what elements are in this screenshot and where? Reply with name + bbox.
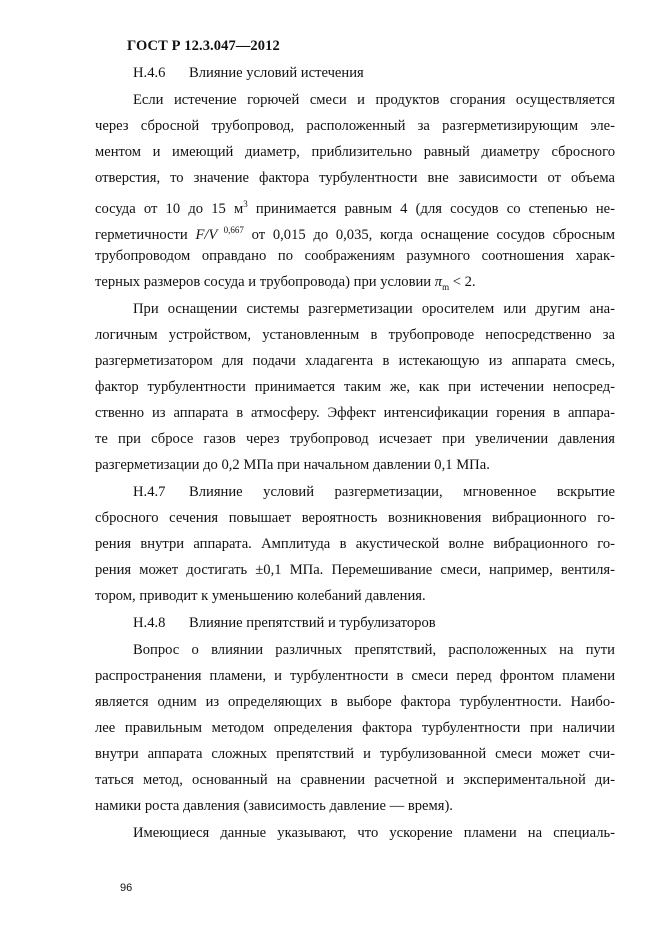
paragraph-line: ственно из аппарата в атмосферу. Эффект интенсификации горения в аппара- bbox=[95, 405, 615, 421]
document-header: ГОСТ Р 12.3.047—2012 bbox=[127, 38, 280, 54]
text-span: от 0,015 до 0,035, когда оснащение сосудов сбросным bbox=[243, 226, 616, 243]
paragraph-line: ментом и имеющий диаметр, приблизительно равный диаметру сбросного bbox=[95, 144, 615, 160]
paragraph-line: трубопроводом оправдано по соображениям разумного соотношения харак- bbox=[95, 248, 615, 264]
superscript: 0,667 bbox=[217, 225, 244, 235]
paragraph-line: Если истечение горючей смеси и продуктов сгорания осуществляется bbox=[133, 92, 615, 108]
text-span: Влияние условий разгерметизации, мгновенное вскрытие bbox=[189, 484, 615, 500]
paragraph-line: через сбросной трубопровод, расположенный за разгерметизирующим эле- bbox=[95, 118, 615, 134]
paragraph-line bbox=[95, 195, 615, 218]
paragraph-line: разгерметизатором для подачи хладагента в истекающую из аппарата смесь, bbox=[95, 353, 615, 369]
formula-fv: F/V bbox=[195, 226, 218, 243]
text-span: герметичности bbox=[95, 226, 196, 243]
text-span: принимается равным 4 (для сосудов со степенью не- bbox=[247, 200, 615, 217]
paragraph-line: те при сбросе газов через трубопровод исчезает при увеличении давления bbox=[95, 431, 615, 447]
section-title: Влияние препятствий и турбулизаторов bbox=[189, 615, 436, 631]
subscript: m bbox=[442, 281, 450, 292]
paragraph-line bbox=[95, 221, 615, 244]
superscript: 3 bbox=[243, 199, 248, 209]
paragraph-line: разгерметизации до 0,2 МПа при начальном давлении 0,1 МПа. bbox=[95, 457, 490, 473]
text-span: < 2. bbox=[449, 274, 476, 290]
paragraph-line: отверстия, то значение фактора турбулентности вне зависимости от объема bbox=[95, 170, 615, 186]
section-heading-h48 bbox=[133, 614, 436, 632]
section-number: Н.4.7 bbox=[133, 484, 166, 500]
section-number: Н.4.8 bbox=[133, 615, 166, 631]
paragraph-line bbox=[95, 273, 476, 296]
paragraph-line: фактор турбулентности принимается таким же, как при истечении непосред- bbox=[95, 379, 615, 395]
section-title: Влияние условий истечения bbox=[189, 65, 364, 81]
section-number: Н.4.6 bbox=[133, 65, 166, 81]
paragraph-line: Вопрос о влиянии различных препятствий, расположенных на пути bbox=[133, 642, 615, 658]
page-number: 96 bbox=[120, 882, 133, 894]
text-span: терных размеров сосуда и трубопровода) при условии bbox=[95, 274, 435, 290]
paragraph-line: является одним из определяющих в выборе фактора турбулентности. Наибо- bbox=[95, 694, 615, 710]
paragraph-line: рения может достигать ±0,1 МПа. Перемешивание смеси, например, вентиля- bbox=[95, 562, 615, 578]
section-heading-h46 bbox=[133, 64, 364, 82]
paragraph-line bbox=[133, 483, 615, 501]
paragraph-line: распространения пламени, и турбулентности в смеси перед фронтом пламени bbox=[95, 668, 615, 684]
paragraph-line: логичным устройством, установленным в трубопроводе непосредственно за bbox=[95, 327, 615, 343]
paragraph-line: внутри аппарата сложных препятствий и турбулизованной смеси может счи- bbox=[95, 746, 615, 762]
text-span: сосуда от 10 до 15 м bbox=[95, 200, 244, 217]
paragraph-line: сбросного сечения повышает вероятность возникновения вибрационного го- bbox=[95, 510, 615, 526]
paragraph-line: намики роста давления (зависимость давление — время). bbox=[95, 798, 453, 814]
formula-pi: π bbox=[434, 274, 443, 290]
paragraph-line: Имеющиеся данные указывают, что ускорение пламени на специаль- bbox=[133, 825, 615, 841]
paragraph-line: таться метод, основанный на сравнении расчетной и экспериментальной ди- bbox=[95, 772, 615, 788]
paragraph-line: лее правильным методом определения фактора турбулентности при наличии bbox=[95, 720, 615, 736]
paragraph-line: При оснащении системы разгерметизации оросителем или другим ана- bbox=[133, 301, 615, 317]
paragraph-line: рения внутри аппарата. Амплитуда в акустической волне вибрационного го- bbox=[95, 536, 615, 552]
paragraph-line: тором, приводит к уменьшению колебаний давления. bbox=[95, 588, 426, 604]
